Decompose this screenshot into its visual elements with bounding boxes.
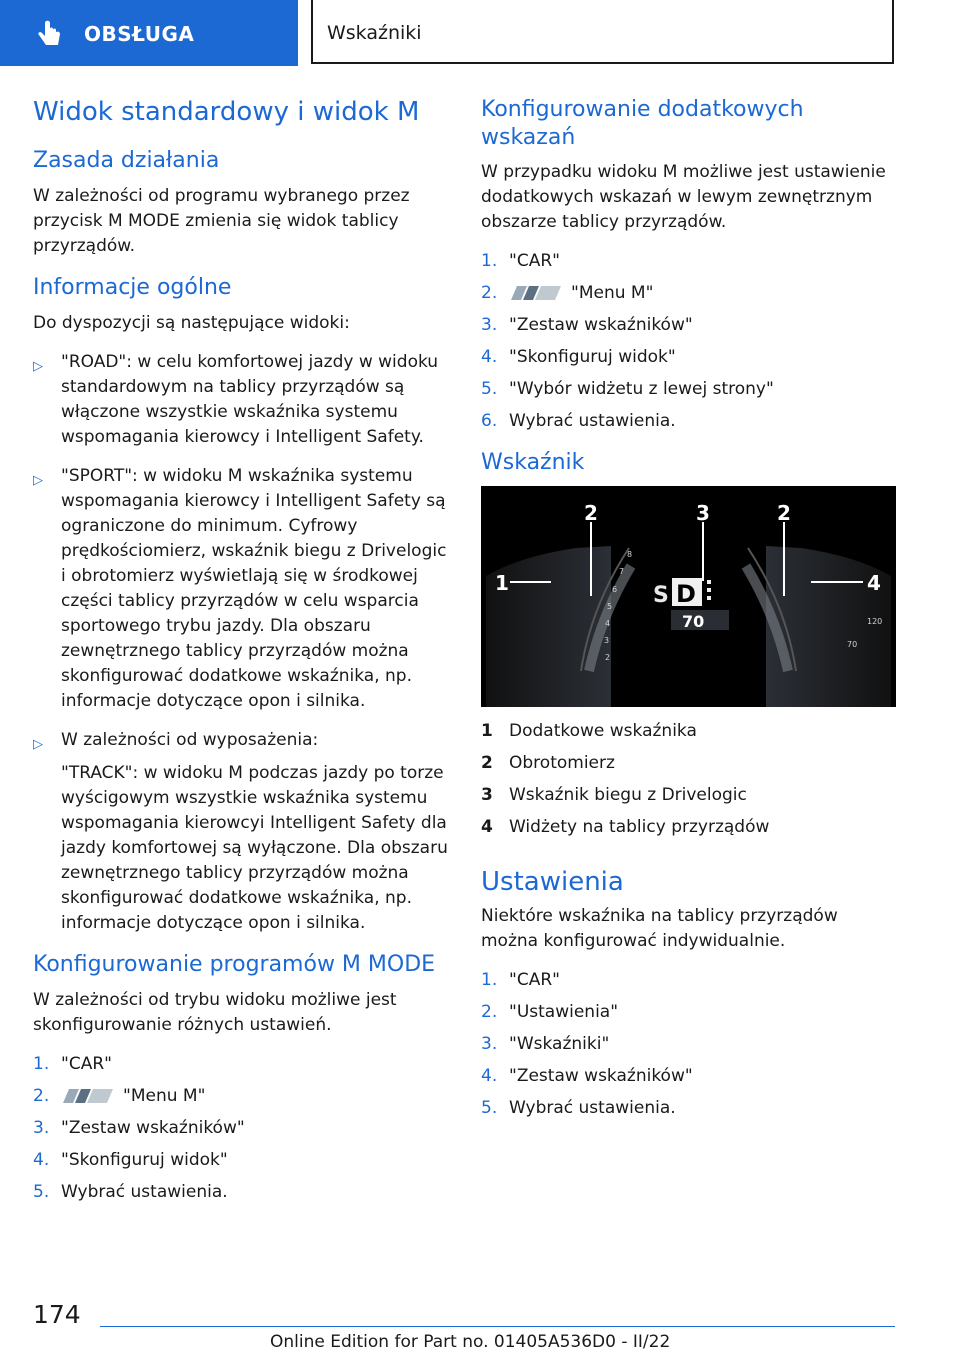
- page-number: 174: [33, 1300, 81, 1329]
- list-item: ▷ "SPORT": w widoku M wskaźnika systemu wspomagania kierowcy i Intelligent Safety są ograniczone do minimum. Cyfrowy prędkościomierz, wskaźnik biegu z Drivelogic i obrotomierz wyświetlają się w środkowej części tablicy przyrządów w celu wsparcia sportowego trybu jazdy. Dla obszaru zewnętrznego tablicy przyrządów można skonfigurować dodatkowe wskaźnika, np. informacje dotyczące opon i silnika.: [33, 466, 447, 711]
- extra-steps: [481, 249, 896, 434]
- tick-label: 4: [605, 619, 611, 628]
- settings-steps: [481, 968, 896, 1121]
- legend-item: 3 Wskaźnik biegu z Drivelogic: [481, 785, 747, 805]
- step-item: 3. "Zestaw wskaźników": [481, 315, 693, 335]
- settings-heading: Ustawienia: [481, 867, 624, 897]
- edition-footer: Online Edition for Part no. 01405A536D0 - II/22: [270, 1332, 671, 1352]
- step-item: 6. Wybrać ustawienia.: [481, 411, 676, 431]
- step-item: 1. "CAR": [481, 251, 560, 271]
- step-item: 4. "Zestaw wskaźników": [481, 1066, 693, 1086]
- general-intro: Do dyspozycji są następujące widoki:: [33, 313, 350, 333]
- step-item: 2. "Ustawienia": [481, 1002, 619, 1022]
- drive-mode-label: S: [653, 583, 669, 608]
- callout-4: 4: [867, 571, 881, 595]
- indicator-heading: Wskaźnik: [481, 450, 585, 475]
- tick-label: 2: [605, 653, 611, 662]
- cluster-illustration: [481, 486, 896, 707]
- tick-label: 120: [867, 617, 883, 626]
- right-column: [481, 96, 896, 1135]
- chapter-box: [311, 0, 894, 64]
- legend-item: 2 Obrotomierz: [481, 753, 615, 773]
- callout-3: 3: [696, 501, 710, 525]
- m-stripes-icon: [509, 286, 561, 300]
- tick-label: 5: [607, 602, 613, 611]
- tick-label: 6: [612, 585, 618, 594]
- tick-label: 70: [847, 640, 858, 649]
- chapter-title: Wskaźniki: [327, 22, 422, 44]
- principle-heading: Zasada działania: [33, 148, 220, 173]
- tick-label: 7: [619, 567, 625, 576]
- callout-2: 2: [777, 501, 791, 525]
- hand-pointer-icon: [34, 20, 64, 50]
- section-tab: [0, 0, 298, 66]
- principle-text: W zależności od programu wybranego przez przycisk M MODE zmienia się widok tablicy przyrządów.: [33, 186, 410, 256]
- mmode-text: W zależności od trybu widoku możliwe jest skonfigurowanie różnych ustawień.: [33, 990, 397, 1035]
- main-title: Widok standardowy i widok M: [33, 97, 420, 127]
- callout-1: 1: [495, 571, 509, 595]
- footer-divider: [100, 1326, 895, 1327]
- gear-indicator: D: [676, 580, 696, 608]
- views-list: [33, 350, 448, 936]
- legend-item: 4 Widżety na tablicy przyrządów: [481, 817, 770, 837]
- instrument-cluster-figure: [481, 486, 896, 707]
- mmode-heading: Konfigurowanie programów M MODE: [33, 952, 436, 977]
- tick-label: 8: [627, 550, 633, 559]
- step-item: 5. "Wybór widżetu z lewej strony": [481, 379, 774, 399]
- callout-2: 2: [584, 501, 598, 525]
- triangle-bullet-icon: ▷: [33, 737, 43, 752]
- step-item: 3. "Wskaźniki": [481, 1034, 610, 1054]
- left-column: [33, 96, 448, 1219]
- speed-readout: 70: [682, 612, 705, 631]
- section-title: OBSŁUGA: [84, 22, 195, 46]
- step-item: 3. "Zestaw wskaźników": [33, 1118, 245, 1138]
- m-stripes-icon: [61, 1089, 113, 1103]
- triangle-bullet-icon: ▷: [33, 473, 43, 488]
- extra-text: W przypadku widoku M możliwe jest ustawienie dodatkowych wskazań w lewym zewnętrznym obszarze tablicy przyrządów.: [481, 162, 886, 232]
- legend-item: 1 Dodatkowe wskaźnika: [481, 721, 697, 741]
- list-item: ▷ "ROAD": w celu komfortowej jazdy w widoku standardowym na tablicy przyrządów są włączone wszystkie wskaźnika systemu wspomagania kierowcy i Intelligent Safety.: [33, 352, 439, 447]
- list-item: ▷ W zależności od wyposażenia: "TRACK": w widoku M podczas jazdy po torze wyścigowym wszystkie wskaźnika systemu wspomagania kierowcyi Intelligent Safety dla jazdy komfortowej są wyłączone. Dla obszaru zewnętrznego tablicy przyrządów można skonfigurować dodatkowe wskaźnika, np. informacje dotyczące opon i silnika.: [33, 728, 448, 936]
- figure-legend: [481, 719, 896, 840]
- general-heading: Informacje ogólne: [33, 275, 232, 300]
- step-item: 2. "Menu M": [481, 283, 654, 303]
- step-item: 4. "Skonfiguruj widok": [481, 347, 676, 367]
- step-item: 2. "Menu M": [33, 1086, 206, 1106]
- settings-text: Niektóre wskaźnika na tablicy przyrządów można konfigurować indywidualnie.: [481, 906, 838, 951]
- mmode-steps: [33, 1052, 448, 1205]
- step-item: 5. Wybrać ustawienia.: [481, 1098, 676, 1118]
- tick-label: 3: [604, 636, 610, 645]
- track-text: "TRACK": w widoku M podczas jazdy po torze wyścigowym wszystkie wskaźnika systemu wspomagania kierowcyi Intelligent Safety dla jazdy komfortowej są wyłączone. Dla obszaru zewnętrznego tablicy przyrządów można skonfigurować dodatkowe wskaźnika, np. informacje dotyczące opon i silnika.: [61, 763, 448, 933]
- step-item: 5. Wybrać ustawienia.: [33, 1182, 228, 1202]
- step-item: 4. "Skonfiguruj widok": [33, 1150, 228, 1170]
- step-item: 1. "CAR": [481, 970, 560, 990]
- extra-heading: Konfigurowanie dodatkowych wskazań: [481, 97, 804, 150]
- step-item: 1. "CAR": [33, 1054, 112, 1074]
- triangle-bullet-icon: ▷: [33, 359, 43, 374]
